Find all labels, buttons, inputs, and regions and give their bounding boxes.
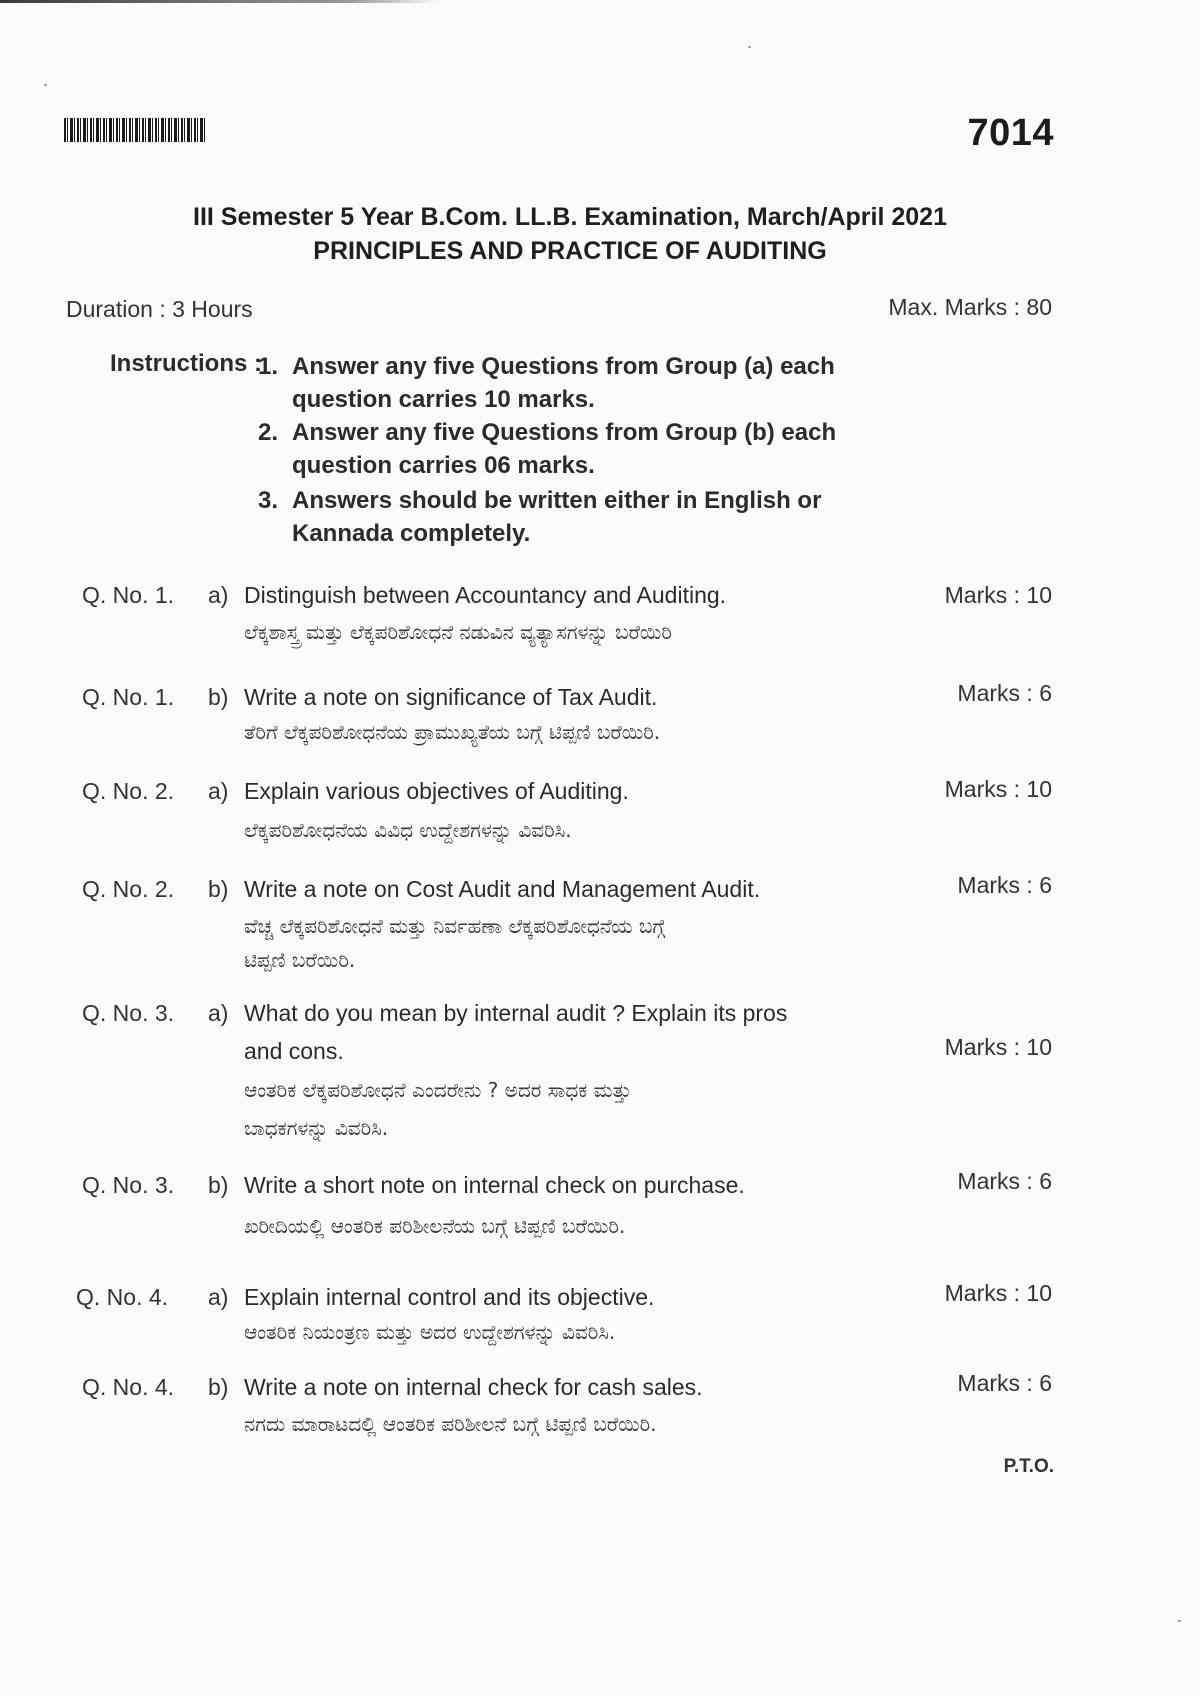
question-text: Write a note on Cost Audit and Management Audit.	[244, 876, 761, 902]
question-part: a)	[208, 582, 229, 608]
max-marks: Max. Marks : 80	[888, 294, 1052, 320]
question-text-kannada: ವೆಚ್ಚ ಲೆಕ್ಕಪರಿಶೋಧನೆ ಮತ್ತು ನಿರ್ವಹಣಾ ಲೆಕ್ಕಪರಿಶೋಧನೆಯ ಬಗ್ಗೆ	[244, 914, 666, 938]
question-text: and cons.	[244, 1038, 344, 1064]
question-text-kannada: ಆಂತರಿಕ ನಿಯಂತ್ರಣ ಮತ್ತು ಅದರ ಉದ್ದೇಶಗಳನ್ನು ವಿವರಿಸಿ.	[244, 1320, 616, 1344]
instructions-label: Instructions :	[110, 350, 263, 377]
question-marks: Marks : 6	[957, 1370, 1052, 1396]
exam-title-block	[0, 200, 1140, 268]
question-text-kannada: ತೆರಿಗೆ ಲೆಕ್ಕಪರಿಶೋಧನೆಯ ಪ್ರಾಮುಖ್ಯತೆಯ ಬಗ್ಗೆ ಟಿಪ್ಪಣಿ ಬರೆಯಿರಿ.	[244, 720, 661, 744]
exam-title: III Semester 5 Year B.Com. LL.B. Examination, March/April 2021	[193, 203, 947, 231]
instruction-number: 3.	[258, 487, 279, 514]
instruction-number: 1.	[258, 353, 279, 380]
question-part: a)	[208, 1284, 229, 1310]
instruction-text	[292, 350, 852, 416]
question-number: Q. No. 2.	[82, 778, 175, 804]
scan-edge-line	[0, 0, 440, 3]
question-text: Write a note on internal check for cash sales.	[244, 1374, 703, 1400]
instruction-text	[292, 416, 852, 482]
question-text: Write a short note on internal check on purchase.	[244, 1172, 745, 1198]
scan-speck	[1178, 1620, 1181, 1622]
question-text: Explain various objectives of Auditing.	[244, 778, 629, 804]
question-part: b)	[208, 876, 229, 902]
question-text-kannada: ನಗದು ಮಾರಾಟದಲ್ಲಿ ಆಂತರಿಕ ಪರಿಶೀಲನೆ ಬಗ್ಗೆ ಟಿಪ್ಪಣಿ ಬರೆಯಿರಿ.	[244, 1412, 657, 1436]
question-text-kannada: ಟಿಪ್ಪಣಿ ಬರೆಯಿರಿ.	[244, 948, 356, 972]
question-part: b)	[208, 684, 229, 710]
question-text: Explain internal control and its objective.	[244, 1284, 655, 1310]
question-text: What do you mean by internal audit ? Explain its pros	[244, 1000, 788, 1026]
question-marks: Marks : 10	[944, 776, 1052, 802]
question-marks: Marks : 10	[944, 1034, 1052, 1060]
instruction-line: Kannada completely.	[292, 520, 531, 547]
question-text: Distinguish between Accountancy and Auditing.	[244, 582, 727, 608]
scan-speck	[44, 84, 47, 86]
question-part: a)	[208, 778, 229, 804]
page-turn-note: P.T.O.	[1003, 1456, 1054, 1477]
question-marks: Marks : 10	[944, 1280, 1052, 1306]
question-part: a)	[208, 1000, 229, 1026]
question-text-kannada: ಲೆಕ್ಕಪರಿಶೋಧನೆಯ ವಿವಿಧ ಉದ್ದೇಶಗಳನ್ನು ವಿವರಿಸಿ.	[244, 818, 572, 842]
question-number: Q. No. 1.	[82, 582, 175, 608]
scan-speck	[748, 46, 751, 48]
question-number: Q. No. 4.	[76, 1284, 169, 1310]
duration: Duration : 3 Hours	[66, 296, 253, 322]
question-marks: Marks : 6	[957, 1168, 1052, 1194]
instruction-line: Answer any five Questions from Group (b) each	[292, 419, 837, 446]
question-part: b)	[208, 1172, 229, 1198]
instruction-line: Answers should be written either in English or	[292, 487, 822, 514]
question-part: b)	[208, 1374, 229, 1400]
question-text-kannada: ಆಂತರಿಕ ಲೆಕ್ಕಪರಿಶೋಧನೆ ಎಂದರೇನು ? ಅದರ ಸಾಧಕ ಮತ್ತು	[244, 1078, 632, 1102]
instruction-number: 2.	[258, 419, 279, 446]
instruction-line: question carries 10 marks.	[292, 386, 595, 413]
question-text-kannada: ಲೆಕ್ಕಶಾಸ್ತ್ರ ಮತ್ತು ಲೆಕ್ಕಪರಿಶೋಧನೆ ನಡುವಿನ ವ್ಯತ್ಯಾಸಗಳನ್ನು ಬರೆಯಿರಿ	[244, 620, 672, 644]
question-number: Q. No. 3.	[82, 1000, 175, 1026]
paper-code: 7014	[967, 112, 1054, 154]
instruction-line: Answer any five Questions from Group (a) each	[292, 353, 835, 380]
question-marks: Marks : 6	[957, 872, 1052, 898]
barcode-icon	[64, 118, 206, 142]
question-marks: Marks : 6	[957, 680, 1052, 706]
question-text: Write a note on significance of Tax Audit.	[244, 684, 658, 710]
question-number: Q. No. 4.	[82, 1374, 175, 1400]
question-number: Q. No. 1.	[82, 684, 175, 710]
instruction-line: question carries 06 marks.	[292, 452, 595, 479]
question-number: Q. No. 3.	[82, 1172, 175, 1198]
subject-title: PRINCIPLES AND PRACTICE OF AUDITING	[313, 237, 827, 265]
question-text-kannada: ಖರೀದಿಯಲ್ಲಿ ಆಂತರಿಕ ಪರಿಶೀಲನೆಯ ಬಗ್ಗೆ ಟಿಪ್ಪಣಿ ಬರೆಯಿರಿ.	[244, 1214, 626, 1238]
question-marks: Marks : 10	[944, 582, 1052, 608]
question-number: Q. No. 2.	[82, 876, 175, 902]
question-text-kannada: ಬಾಧಕಗಳನ್ನು ವಿವರಿಸಿ.	[244, 1116, 389, 1140]
instruction-text	[292, 484, 852, 550]
